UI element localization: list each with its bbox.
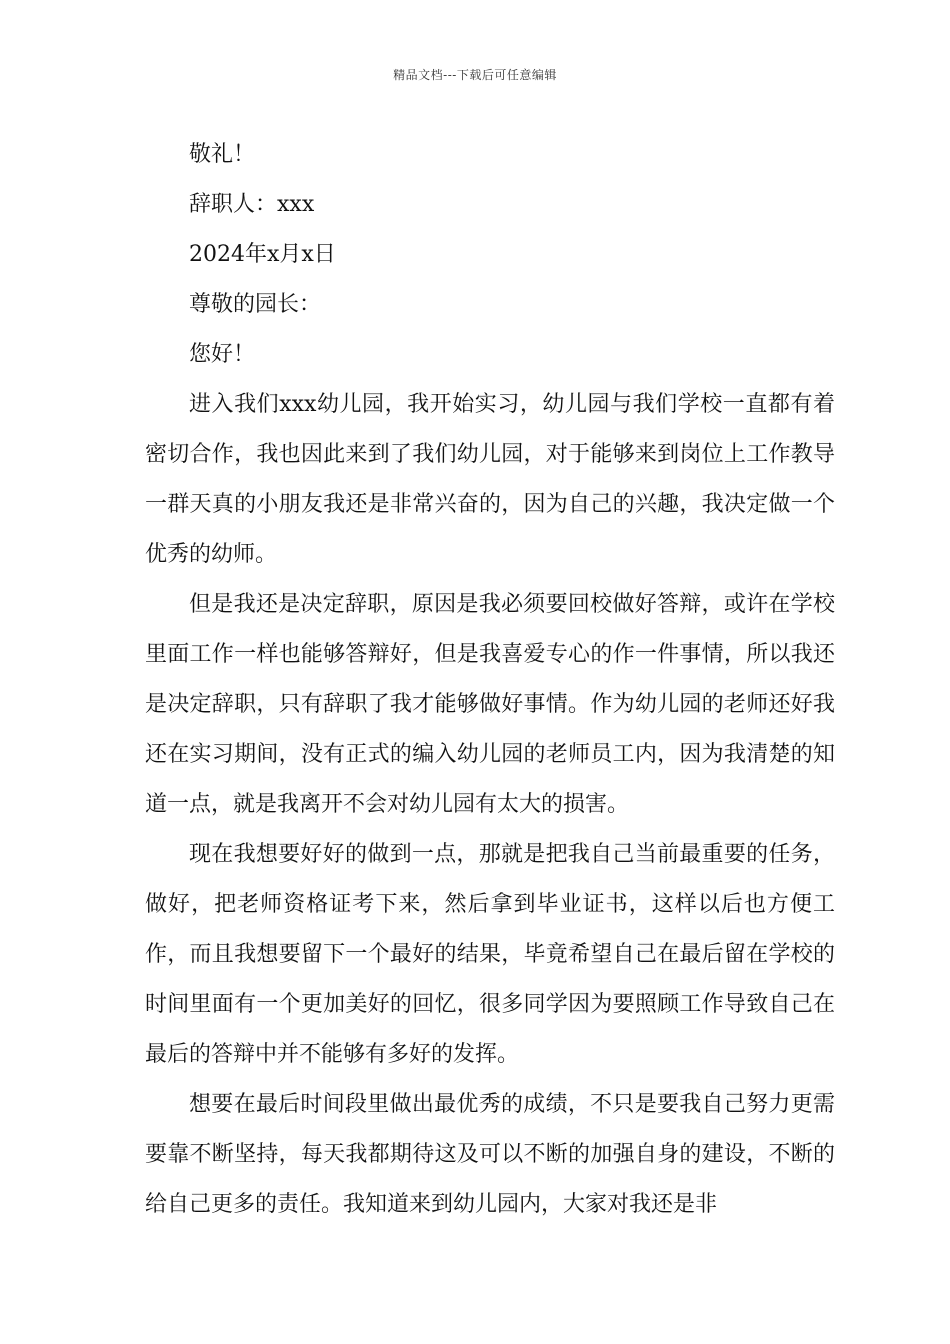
letter-paragraph: 但是我还是决定辞职，原因是我必须要回校做好答辩，或许在学校里面工作一样也能够答辩好，但是我喜爱专心的作一件事情，所以我还是决定辞职，只有辞职了我才能够做好事情。作为幼儿园的老师还好我还在实习期间，没有正式的编入幼儿园的老师员工内，因为我清楚的知道一点，就是我离开不会对幼儿园有太大的损害。 [145, 592, 835, 817]
letter-paragraph: 现在我想要好好的做到一点，那就是把我自己当前最重要的任务，做好，把老师资格证考下来，然后拿到毕业证书，这样以后也方便工作，而且我想要留下一个最好的结果，毕竟希望自己在最后留在学校的时间里面有一个更加美好的回忆，很多同学因为要照顾工作导致自己在最后的答辩中并不能够有多好的发挥。 [145, 842, 835, 1067]
letter-date: 2024年x月x日 [189, 242, 336, 267]
letter-paragraph: 进入我们xxx幼儿园，我开始实习，幼儿园与我们学校一直都有着密切合作，我也因此来到了我们幼儿园，对于能够来到岗位上工作教导一群天真的小朋友我还是非常兴奋的，因为自己的兴趣，我决定做一个优秀的幼师。 [145, 392, 835, 567]
letter-greeting: 您好！ [189, 342, 256, 367]
letter-signer: 辞职人：xxx [189, 192, 315, 217]
letter-closing: 敬礼！ [189, 142, 256, 167]
letter-paragraph: 想要在最后时间段里做出最优秀的成绩，不只是要我自己努力更需要靠不断坚持，每天我都期待这及可以不断的加强自身的建设，不断的给自己更多的责任。我知道来到幼儿园内，大家对我还是非 [145, 1092, 835, 1217]
letter-salutation: 尊敬的园长： [189, 292, 322, 317]
letter-body [145, 130, 835, 1230]
page-header: 精品文档---下载后可任意编辑 [393, 68, 557, 82]
